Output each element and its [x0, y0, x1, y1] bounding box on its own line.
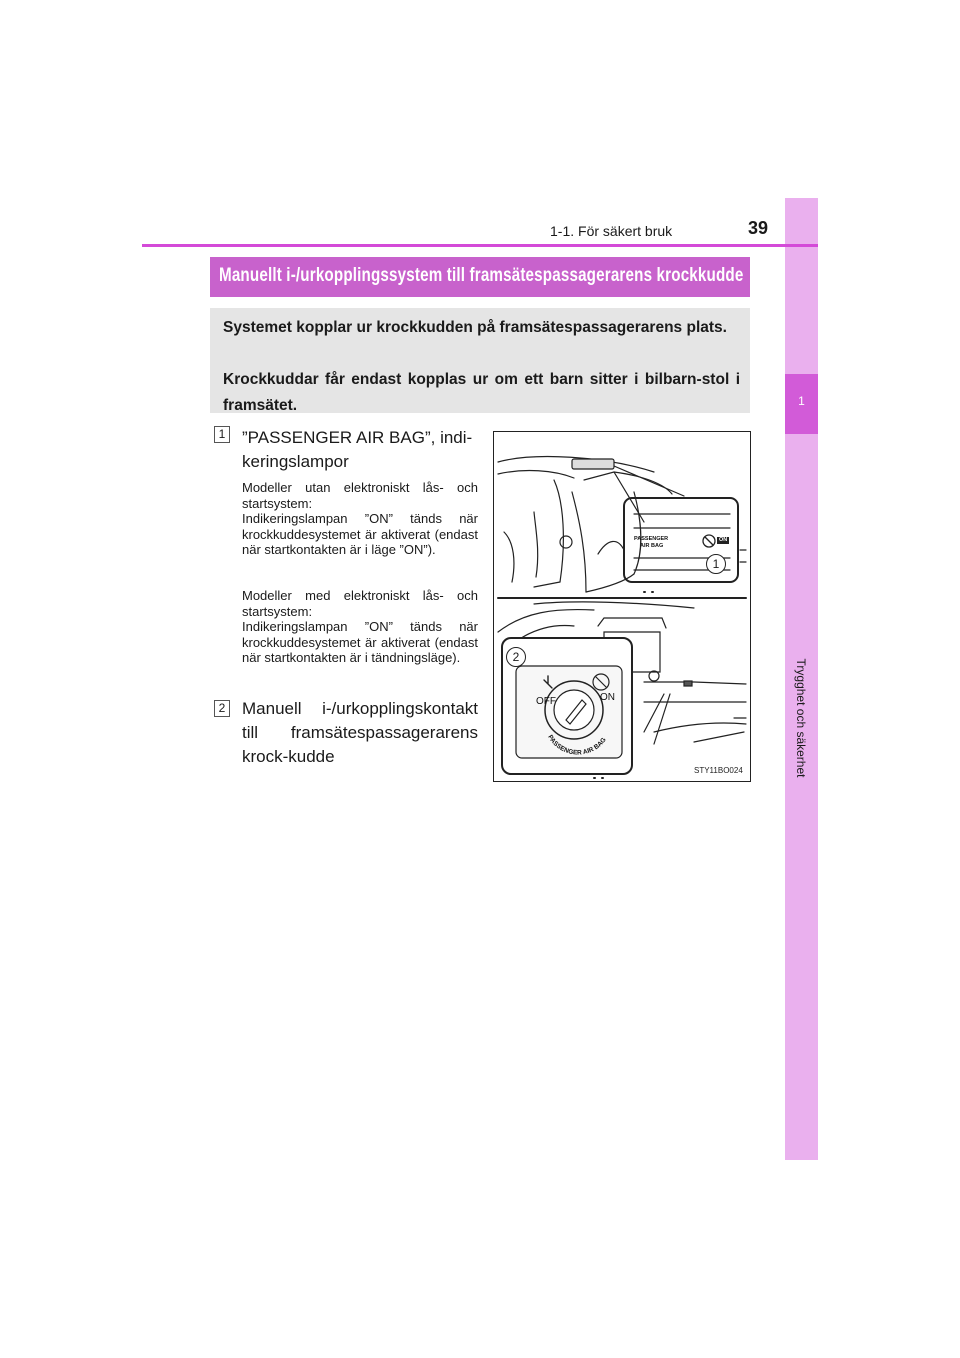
chapter-tab-strip	[785, 198, 818, 1160]
switch-arc-label: PASSENGER AIR BAG	[546, 733, 608, 757]
chapter-number: 1	[798, 394, 805, 408]
note-2-body: Indikeringslampan ”ON” tänds när krockkuddesystemet är aktiverat (endast när startkontakten är i tändningsläge).	[242, 619, 478, 665]
page-number: 39	[748, 218, 769, 238]
item-1-note-2	[242, 588, 478, 666]
airbag-illustration	[493, 431, 751, 782]
intro-line-1: Systemet kopplar ur krockkudden på framsätespassagerarens plats.	[223, 319, 727, 336]
item-2-text: Manuell i-/urkopplingskontakt till framsätespassagerarens krock-kudde	[242, 699, 478, 766]
lamp-label-airbag: AIR BAG	[640, 543, 664, 549]
item-number-2: 2	[214, 700, 230, 717]
intro-line-2: Krockkuddar får endast kopplas ur om ett barn sitter i bilbarn-stol i framsätet.	[223, 371, 740, 414]
callout-2: 2	[506, 647, 526, 667]
illustration-drawing	[494, 432, 750, 781]
section-breadcrumb: 1-1. För säkert bruk	[550, 223, 673, 239]
note-2-lead: Modeller med elektroniskt lås- och startsystem:	[242, 588, 478, 619]
lamp-label-passenger: PASSENGER	[634, 536, 669, 542]
item-1-note-1	[242, 480, 478, 558]
item-1-text: ”PASSENGER AIR BAG”, indi-keringslampor	[242, 428, 473, 471]
callout-1: 1	[706, 554, 726, 574]
figure-code: STY11BO024	[694, 766, 743, 775]
note-1-lead: Modeller utan elektroniskt lås- och startsystem:	[242, 480, 478, 511]
item-number-1: 1	[214, 426, 230, 443]
section-title: Manuellt i-/urkopplingssystem till framsätespassagerarens krockkudde	[219, 265, 744, 286]
header-divider	[142, 244, 818, 247]
switch-off-label: OFF	[536, 696, 556, 707]
switch-on-label: ON	[600, 692, 615, 703]
intro-box	[210, 308, 750, 413]
on-indicator-lamp: ON	[719, 537, 728, 543]
note-1-body: Indikeringslampan ”ON” tänds när krockkuddesystemet är aktiverat (endast när startkontakten är i läge ”ON”).	[242, 511, 478, 557]
chapter-title: Trygghet och säkerhet	[794, 658, 808, 778]
section-title-banner	[210, 257, 750, 297]
